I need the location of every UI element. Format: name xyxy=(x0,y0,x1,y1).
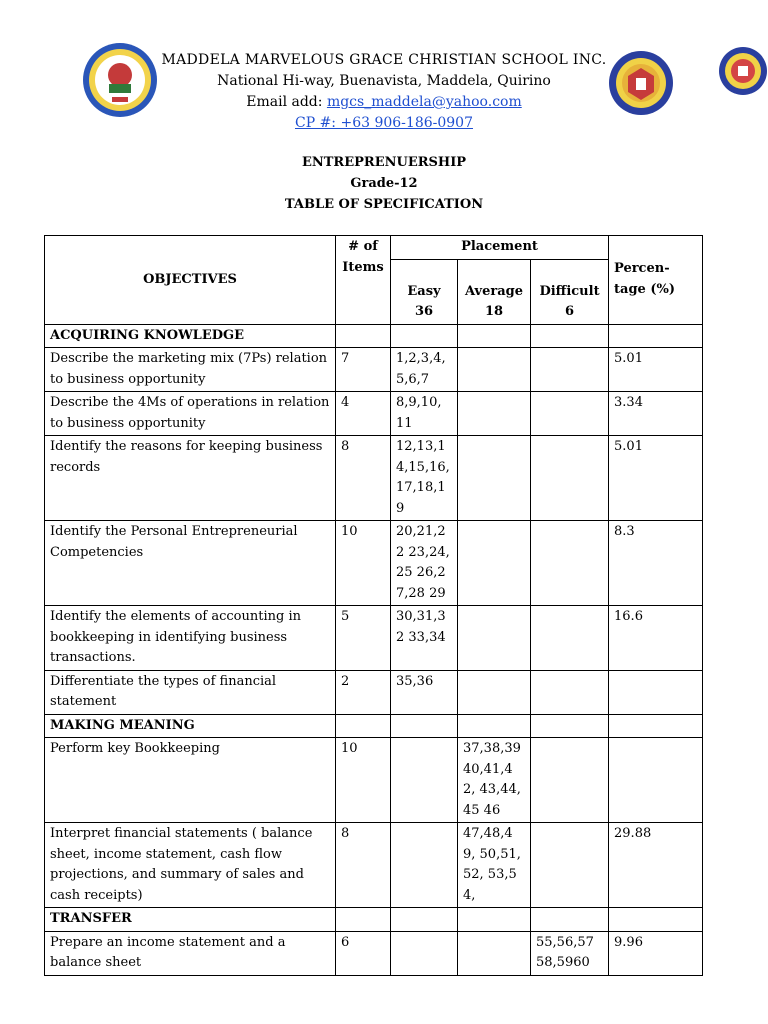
percentage-header: Percen-tage (%) xyxy=(609,236,703,325)
difficult-header xyxy=(531,259,609,324)
average-cell: 37,38,39 40,41,42, 43,44,45 46 xyxy=(458,738,531,823)
average-header xyxy=(458,259,531,324)
easy-cell: 35,36 xyxy=(391,670,458,714)
document-title: TABLE OF SPECIFICATION xyxy=(284,197,484,212)
percentage-cell xyxy=(609,738,703,823)
table-row xyxy=(45,392,703,436)
difficult-cell xyxy=(531,606,609,671)
average-cell xyxy=(458,392,531,436)
table-row xyxy=(45,436,703,521)
average-cell xyxy=(458,670,531,714)
difficult-cell xyxy=(531,436,609,521)
objective-cell: Identify the reasons for keeping business records xyxy=(45,436,336,521)
table-row xyxy=(45,931,703,975)
items-cell: 4 xyxy=(336,392,391,436)
easy-header xyxy=(391,259,458,324)
average-cell xyxy=(458,348,531,392)
school-address: National Hi-way, Buenavista, Maddela, Quirino xyxy=(217,73,551,89)
items-cell: 6 xyxy=(336,931,391,975)
objective-cell: Differentiate the types of financial statement xyxy=(45,670,336,714)
section-row xyxy=(45,714,703,738)
difficult-cell xyxy=(531,670,609,714)
percentage-cell: 29.88 xyxy=(609,823,703,908)
grade-title: Grade-12 xyxy=(350,176,418,191)
objective-cell: Prepare an income statement and a balance sheet xyxy=(45,931,336,975)
table-row xyxy=(45,348,703,392)
percentage-cell: 8.3 xyxy=(609,521,703,606)
objective-cell: Identify the Personal Entrepreneurial Competencies xyxy=(45,521,336,606)
table-row xyxy=(45,738,703,823)
section-title: TRANSFER xyxy=(45,908,336,932)
section-title: ACQUIRING KNOWLEDGE xyxy=(45,324,336,348)
easy-cell xyxy=(391,823,458,908)
difficult-cell: 55,56,57 58,5960 xyxy=(531,931,609,975)
subject-title: ENTREPRENUERSHIP xyxy=(301,155,467,170)
objective-cell: Describe the marketing mix (7Ps) relation to business opportunity xyxy=(45,348,336,392)
items-cell: 8 xyxy=(336,823,391,908)
average-cell xyxy=(458,436,531,521)
placement-header: Placement xyxy=(391,236,609,260)
section-row xyxy=(45,324,703,348)
email-link[interactable]: mgcs_maddela@yahoo.com xyxy=(326,94,522,110)
objective-cell: Interpret financial statements ( balance sheet, income statement, cash flow projections, and summary of sales and cash receipts) xyxy=(45,823,336,908)
easy-count: 36 xyxy=(414,304,434,319)
items-cell: 8 xyxy=(336,436,391,521)
difficult-count: 6 xyxy=(564,304,575,319)
average-cell: 47,48,49, 50,51,52, 53,54, xyxy=(458,823,531,908)
table-row xyxy=(45,670,703,714)
objective-cell: Identify the elements of accounting in bookkeeping in identifying business transactions. xyxy=(45,606,336,671)
average-count: 18 xyxy=(484,304,504,319)
difficult-cell xyxy=(531,823,609,908)
table-row xyxy=(45,823,703,908)
table-row xyxy=(45,521,703,606)
percentage-cell xyxy=(609,670,703,714)
easy-cell: 20,21,22 23,24,25 26,27,28 29 xyxy=(391,521,458,606)
specification-table xyxy=(44,235,703,976)
header-row xyxy=(45,236,703,260)
percentage-cell: 9.96 xyxy=(609,931,703,975)
email-line xyxy=(0,92,768,112)
items-cell: 5 xyxy=(336,606,391,671)
email-label: Email add: xyxy=(246,94,327,110)
difficult-cell xyxy=(531,348,609,392)
easy-cell: 8,9,10, 11 xyxy=(391,392,458,436)
easy-cell: 30,31,32 33,34 xyxy=(391,606,458,671)
objectives-header: OBJECTIVES xyxy=(45,236,336,325)
section-title: MAKING MEANING xyxy=(45,714,336,738)
difficult-cell xyxy=(531,738,609,823)
percentage-cell: 16.6 xyxy=(609,606,703,671)
table-row xyxy=(45,606,703,671)
easy-cell: 1,2,3,4,5,6,7 xyxy=(391,348,458,392)
difficult-cell xyxy=(531,521,609,606)
easy-cell xyxy=(391,931,458,975)
objective-cell: Perform key Bookkeeping xyxy=(45,738,336,823)
easy-cell: 12,13,14,15,16, 17,18,19 xyxy=(391,436,458,521)
average-cell xyxy=(458,931,531,975)
items-cell: 10 xyxy=(336,738,391,823)
items-cell: 7 xyxy=(336,348,391,392)
percentage-cell: 5.01 xyxy=(609,436,703,521)
average-label: Average xyxy=(464,283,524,299)
percentage-cell: 5.01 xyxy=(609,348,703,392)
section-row xyxy=(45,908,703,932)
items-cell: 2 xyxy=(336,670,391,714)
difficult-label: Difficult xyxy=(539,283,600,299)
difficult-cell xyxy=(531,392,609,436)
objective-cell: Describe the 4Ms of operations in relation to business opportunity xyxy=(45,392,336,436)
phone-link[interactable]: CP #: +63 906-186-0907 xyxy=(294,115,473,131)
average-cell xyxy=(458,521,531,606)
school-name: MADDELA MARVELOUS GRACE CHRISTIAN SCHOOL INC. xyxy=(161,52,607,68)
items-header: # of Items xyxy=(336,236,391,325)
items-cell: 10 xyxy=(336,521,391,606)
easy-label: Easy xyxy=(407,283,441,299)
average-cell xyxy=(458,606,531,671)
easy-cell xyxy=(391,738,458,823)
percentage-cell: 3.34 xyxy=(609,392,703,436)
